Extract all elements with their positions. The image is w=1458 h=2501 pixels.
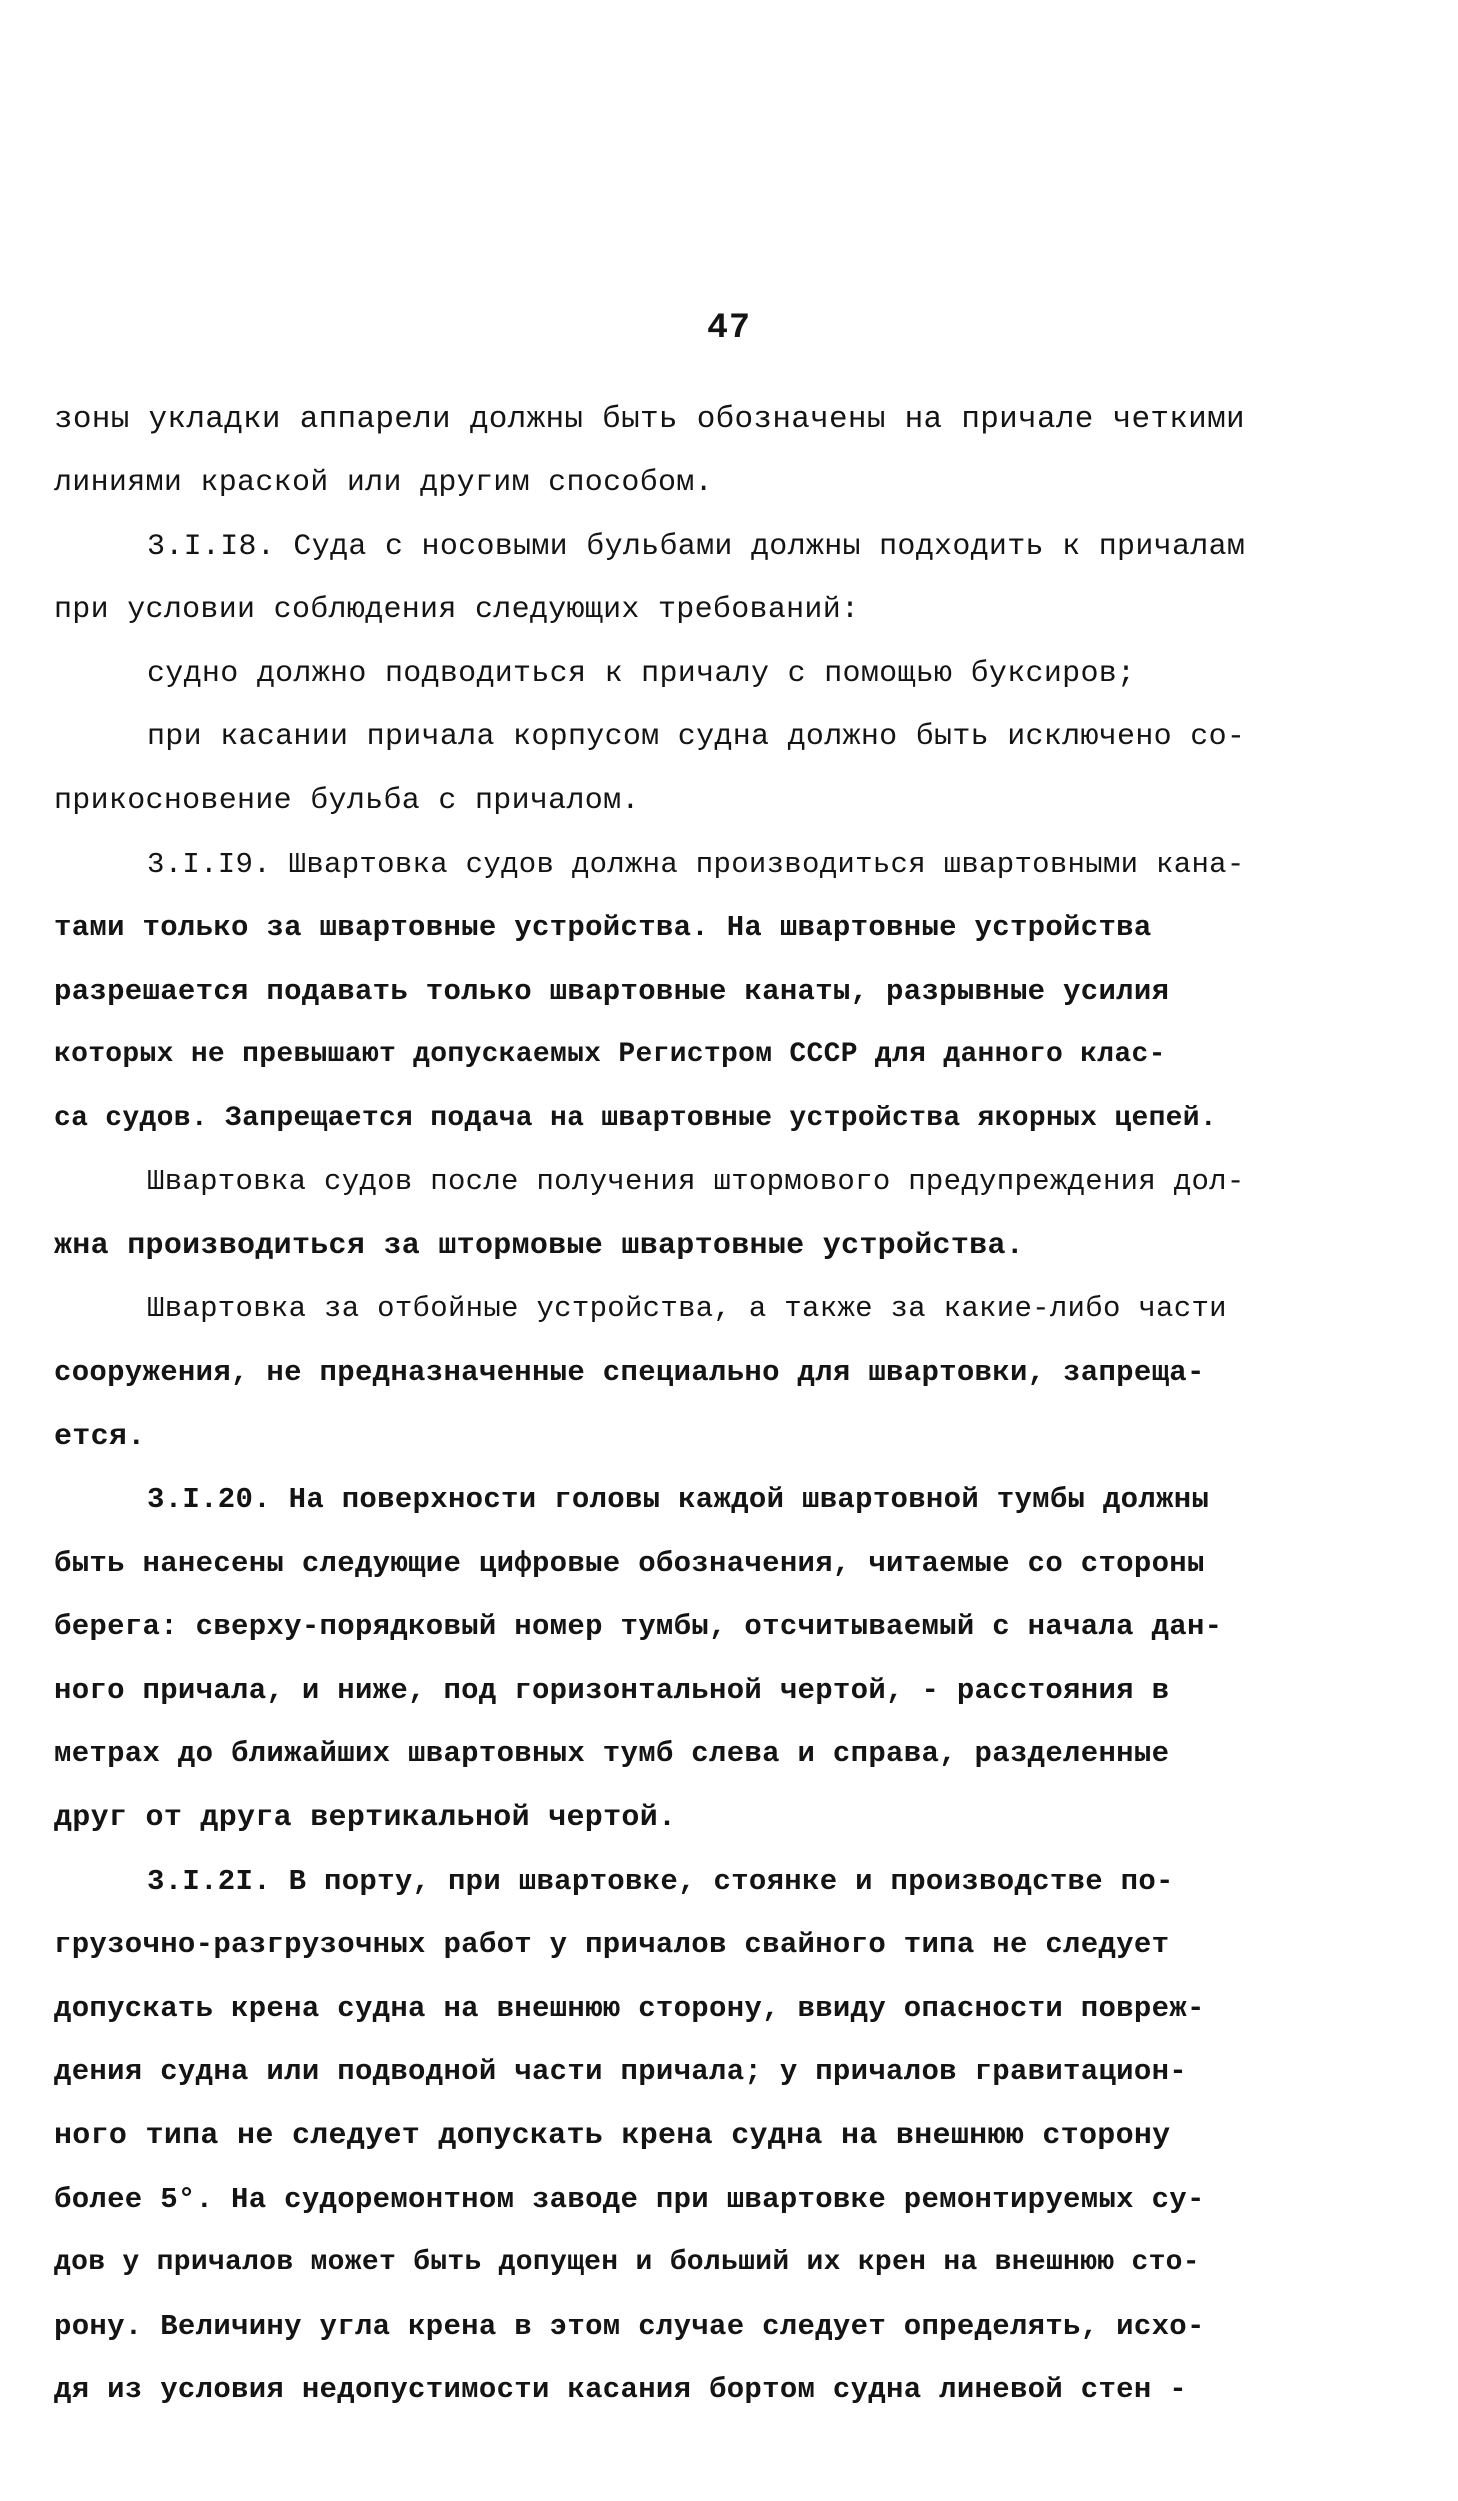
text-line: допускать крена судна на внешнюю сторону, ввиду опасности повреж-: [54, 1992, 1205, 2025]
text-line: дов у причалов может быть допущен и больший их крен на внешнюю сто-: [54, 2247, 1200, 2278]
text-line: судно должно подводиться к причалу с помощью буксиров;: [147, 657, 1136, 691]
text-line: 3.I.20. На поверхности головы каждой швартовной тумбы должны: [147, 1483, 1210, 1516]
text-line: дения судна или подводной части причала; у причалов гравитацион-: [54, 2055, 1187, 2088]
text-line: прикосновение бульба с причалом.: [54, 784, 640, 818]
text-line: линиями краской или другим способом.: [54, 466, 713, 500]
text-line: Швартовка за отбойные устройства, а также за какие-либо части: [147, 1292, 1227, 1325]
text-line: рону. Величину угла крена в этом случае следует определять, исхо-: [54, 2310, 1205, 2343]
text-line: быть нанесены следующие цифровые обозначения, читаемые со стороны: [54, 1547, 1205, 1580]
text-line: са судов. Запрещается подача на швартовные устройства якорных цепей.: [54, 1103, 1217, 1134]
text-line: 3.I.I8. Суда с носовыми бульбами должны подходить к причалам: [147, 530, 1246, 564]
text-line: друг от друга вертикальной чертой.: [54, 1801, 677, 1835]
text-line: сооружения, не предназначенные специально для швартовки, запреща-: [54, 1356, 1205, 1389]
text-line: берега: сверху-порядковый номер тумбы, отсчитываемый с начала дан-: [54, 1610, 1223, 1643]
text-line: ного типа не следует допускать крена судна на внешнюю сторону: [54, 2119, 1171, 2153]
text-line: более 5°. На судоремонтном заводе при швартовке ремонтируемых су-: [54, 2183, 1205, 2216]
text-line: которых не превышают допускаемых Регистром СССР для данного клас-: [54, 1039, 1166, 1070]
text-line: при касании причала корпусом судна должно быть исключено со-: [147, 720, 1246, 754]
text-line: дя из условия недопустимости касания бортом судна линевой стен -: [54, 2373, 1187, 2406]
text-line: ного причала, и ниже, под горизонтальной чертой, - расстояния в: [54, 1674, 1170, 1707]
text-line: грузочно-разгрузочных работ у причалов свайного типа не следует: [54, 1928, 1170, 1961]
text-line: метрах до ближайших швартовных тумб слева и справа, разделенные: [54, 1737, 1170, 1770]
text-line: 3.I.2I. В порту, при швартовке, стоянке и производстве по-: [147, 1865, 1174, 1898]
text-line: разрешается подавать только швартовные канаты, разрывные усилия: [54, 975, 1170, 1008]
text-line: 3.I.I9. Швартовка судов должна производиться швартовными кана-: [147, 848, 1245, 881]
text-line: ется.: [54, 1420, 146, 1454]
text-line: при условии соблюдения следующих требований:: [54, 593, 860, 627]
text-line: жна производиться за штормовые швартовные устройства.: [54, 1229, 1025, 1263]
text-line: тами только за швартовные устройства. На швартовные устройства: [54, 911, 1152, 944]
text-line: зоны укладки аппарели должны быть обозначены на причале четкими: [54, 402, 1245, 437]
text-line: Швартовка судов после получения штормового предупреждения дол-: [147, 1165, 1245, 1198]
page-number: 47: [706, 308, 751, 348]
